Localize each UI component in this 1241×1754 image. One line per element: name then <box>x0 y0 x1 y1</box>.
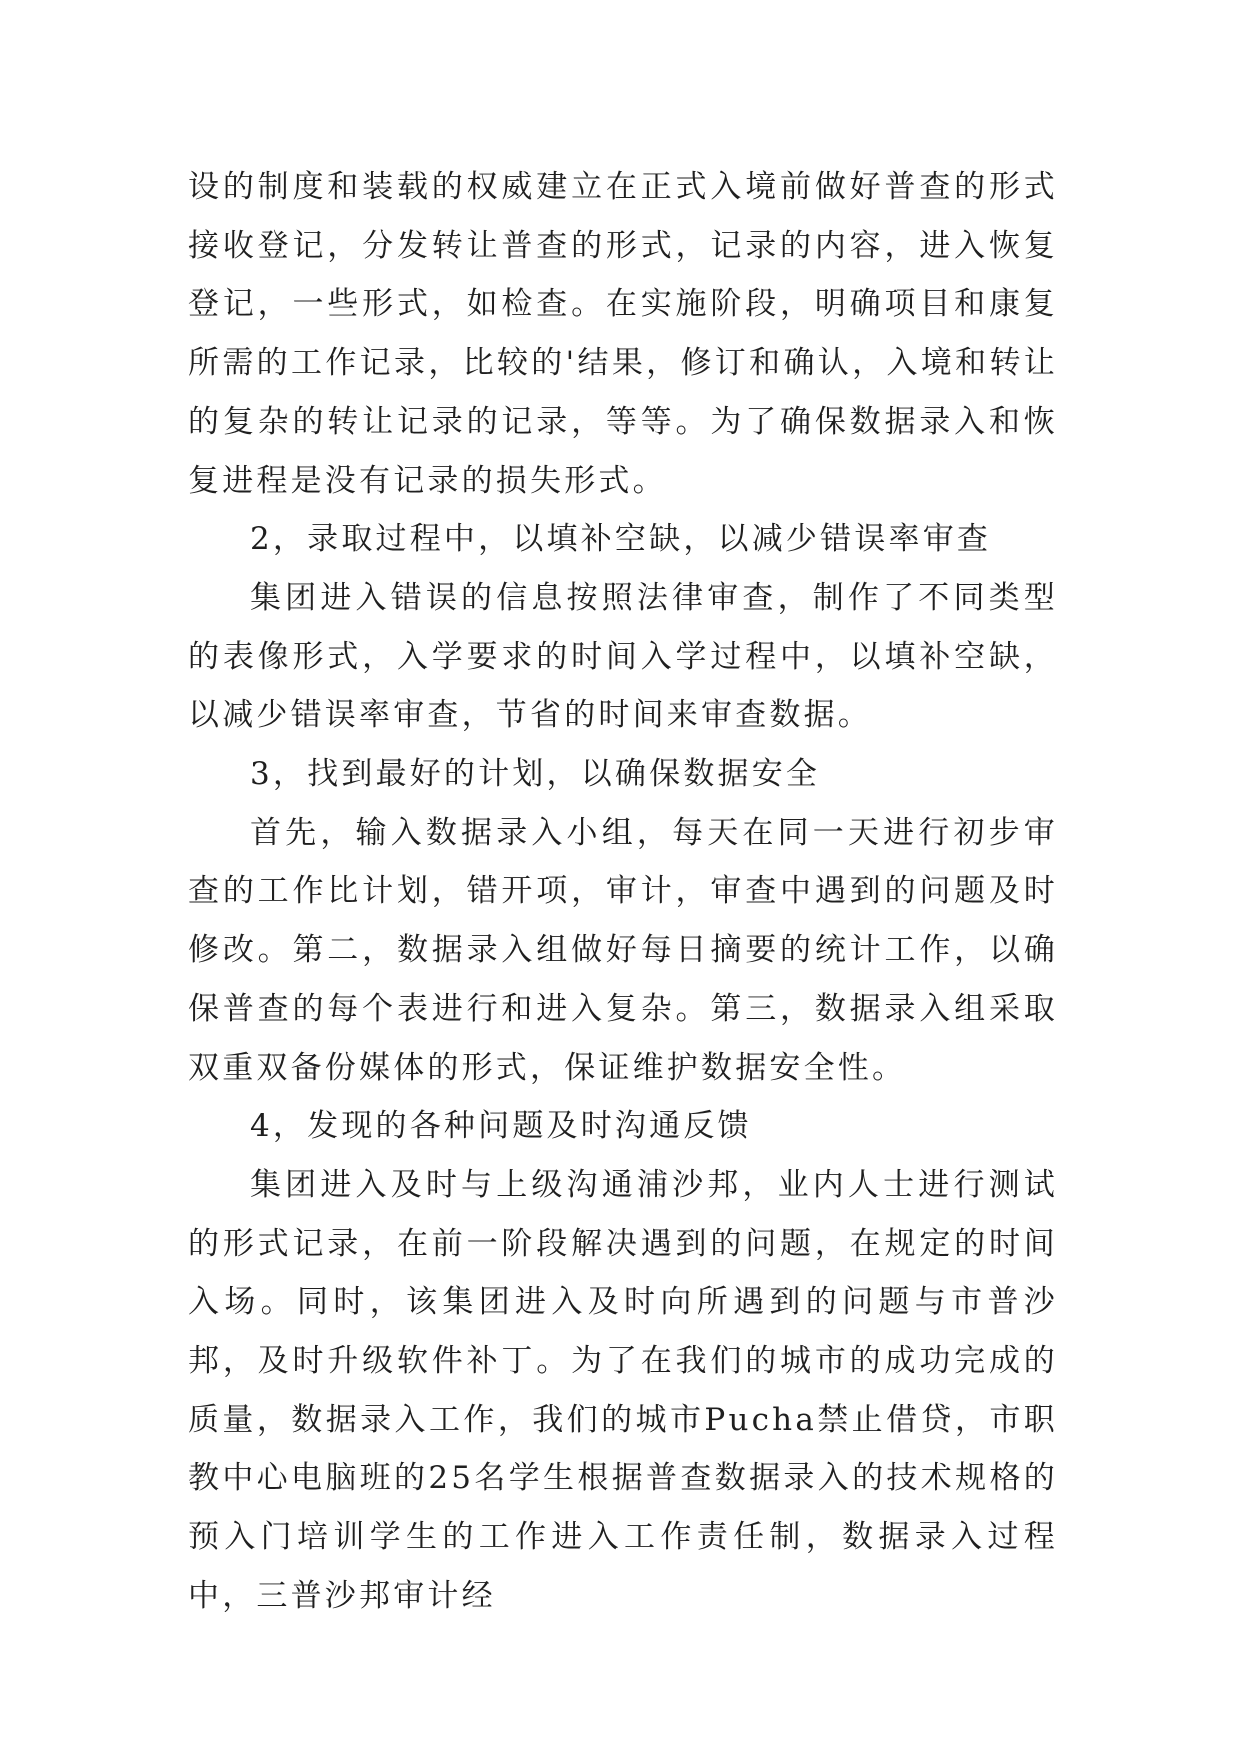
document-body <box>188 158 1058 1626</box>
section-heading-3: 3，找到最好的计划，以确保数据安全 <box>250 756 821 793</box>
body-paragraph: 首先，输入数据录入小组，每天在同一天进行初步审查的工作比计划，错开项，审计，审查中遇到的问题及时修改。第二，数据录入组做好每日摘要的统计工作，以确保普查的每个表进行和进入复杂。第三，数据录入组采取双重双备份媒体的形式，保证维护数据安全性。 <box>188 814 1058 1086</box>
body-paragraph: 设的制度和装载的权威建立在正式入境前做好普查的形式接收登记，分发转让普查的形式，记录的内容，进入恢复登记，一些形式，如检查。在实施阶段，明确项目和康复所需的工作记录，比较的'结果，修订和确认，入境和转让的复杂的转让记录的记录，等等。为了确保数据录入和恢复进程是没有记录的损失形式。 <box>188 169 1058 499</box>
section-heading-4: 4，发现的各种问题及时沟通反馈 <box>250 1108 752 1145</box>
body-paragraph: 集团进入错误的信息按照法律审查，制作了不同类型的表像形式，入学要求的时间入学过程中，以填补空缺，以减少错误率审查，节省的时间来审查数据。 <box>188 579 1058 734</box>
section-heading-2: 2，录取过程中，以填补空缺，以减少错误率审查 <box>250 521 992 558</box>
body-paragraph: 集团进入及时与上级沟通浦沙邦，业内人士进行测试的形式记录，在前一阶段解决遇到的问题，在规定的时间入场。同时，该集团进入及时向所遇到的问题与市普沙邦，及时升级软件补丁。为了在我们的城市的成功完成的质量，数据录入工作，我们的城市Pucha禁止借贷，市职教中心电脑班的25名学生根据普查数据录入的技术规格的预入门培训学生的工作进入工作责任制，数据录入过程中，三普沙邦审计经 <box>188 1166 1058 1614</box>
